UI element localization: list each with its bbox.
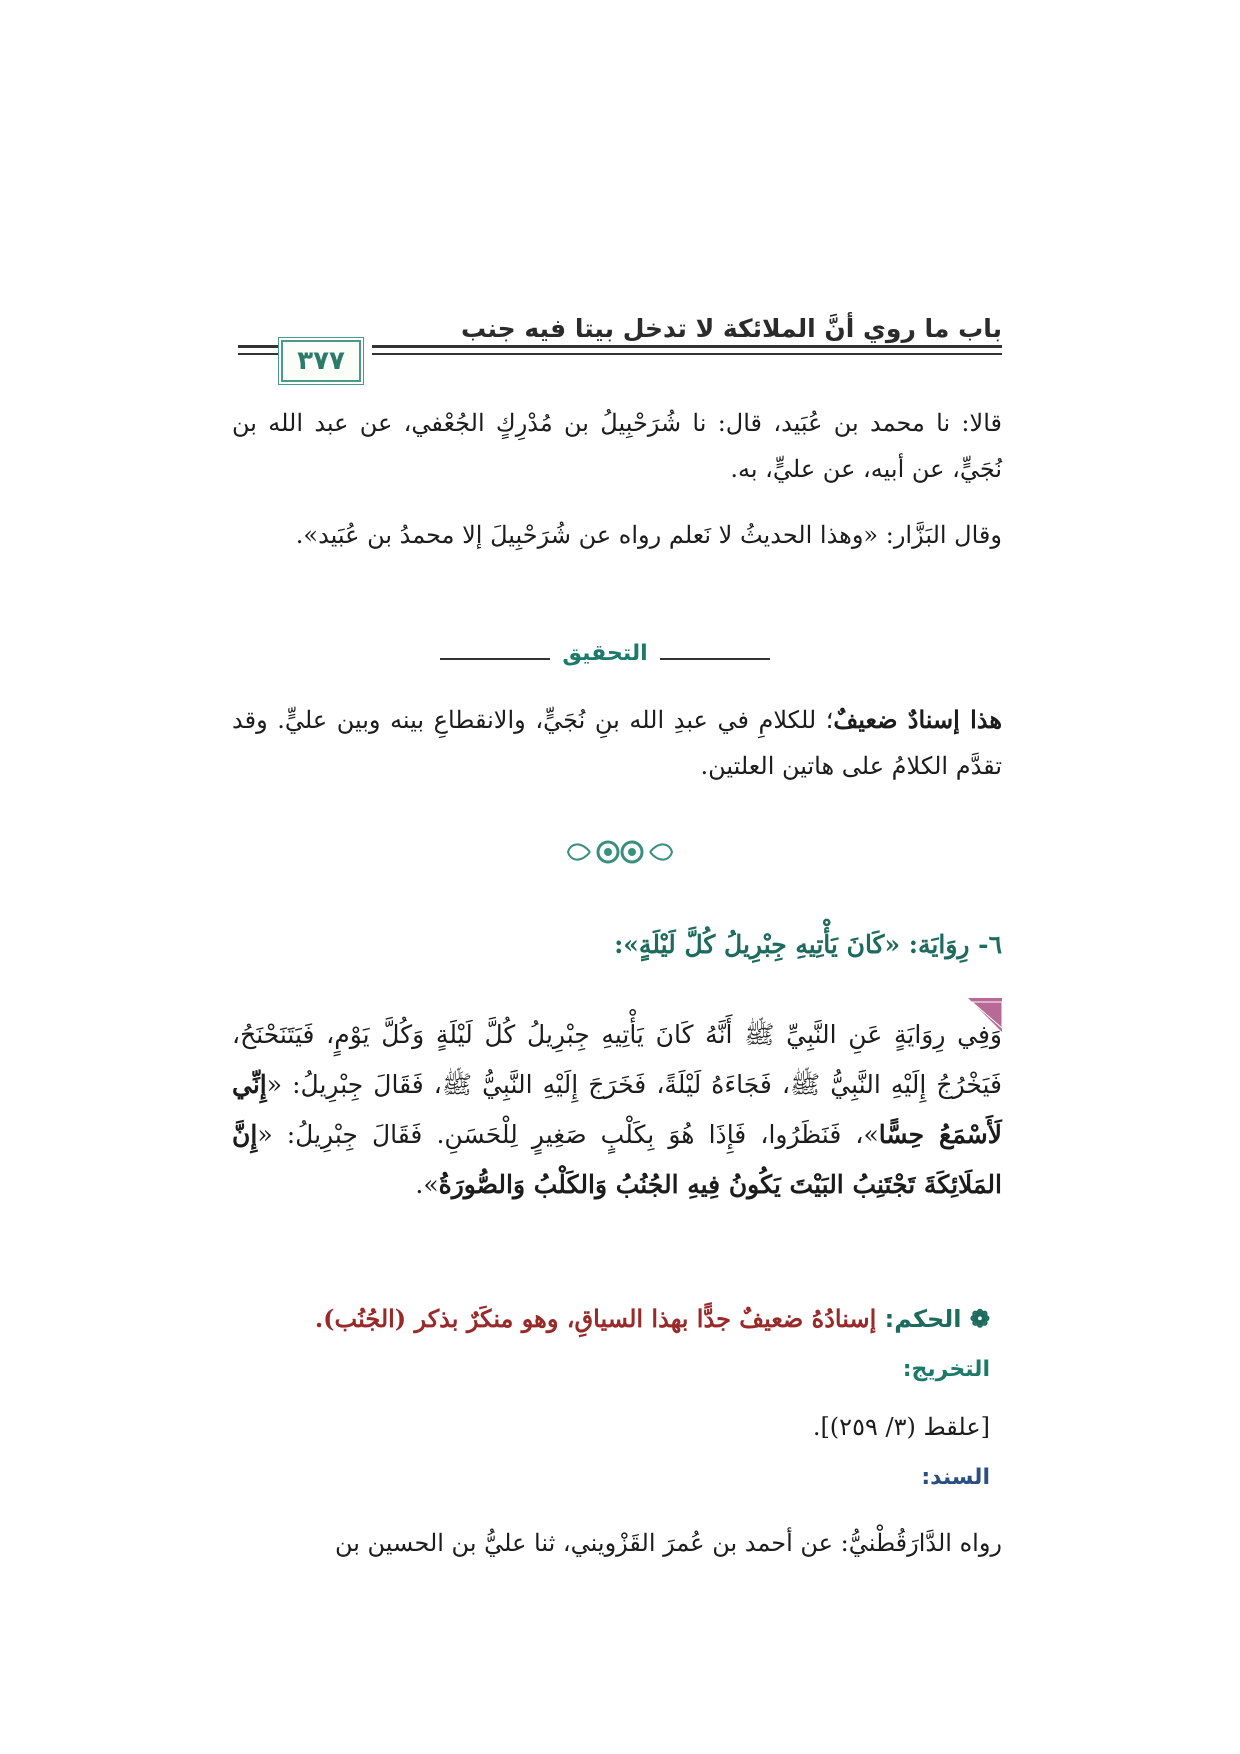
hadith-text-1: وَفِي رِوَايَةٍ عَنِ النَّبِيِّ ﷺ أَنَّهُ كَانَ يَأْتِيهِ جِبْرِيلُ كُلَّ لَيْلَةٍ وَكُلَّ يَوْمٍ، فَيَتَنَحْنَحُ، فَيَخْرُجُ إِلَيْهِ النَّبِيُّ ﷺ، فَجَاءَهُ لَيْلَةً، فَخَرَجَ إِلَيْهِ النَّبِيُّ ﷺ، فَقَالَ جِبْرِيلُ: « [232, 1020, 1002, 1099]
takhrij-label: التخريج: [902, 1357, 990, 1382]
section-ornament-icon [560, 832, 680, 872]
hukm-line [315, 1304, 990, 1333]
hukm-value: إسنادُهُ ضعيفٌ جدًّا بهذا السياقِ، وهو منكَرٌ بذكر (الجُنُب). [314, 1304, 877, 1333]
takhrij-reference: [علقط (٣/ ٢٥٩)]. [812, 1413, 990, 1441]
page-number-badge: ٣٧٧ [281, 340, 361, 382]
tahqiq-label: التحقيق [550, 641, 660, 666]
header-rule-top [372, 345, 1002, 348]
hadith-text-2: »، فَنَظَرُوا، فَإِذَا هُوَ بِكَلْبٍ صَغِيرٍ لِلْحَسَنِ. فَقَالَ جِبْرِيلُ: « [257, 1120, 879, 1149]
tahqiq-rest: ؛ للكلامِ في عبدِ الله بنِ نُجَيٍّ، والانقطاعِ بينه وبين عليٍّ. وقد تقدَّم الكلامُ على هاتين العلتين. [232, 706, 1002, 780]
hadith-quote-1: إِنِّي لَأَسْمَعُ حِسًّا [232, 1070, 1002, 1149]
hadith-text-3: ». [415, 1170, 439, 1199]
header-rule-left-bottom [238, 353, 278, 355]
tahqiq-lead: هذا إسنادٌ ضعيفٌ [833, 705, 1002, 734]
header-rule-left-top [238, 345, 278, 348]
paragraph-chain: قالا: نا محمد بن عُبَيد، قال: نا شُرَحْبِيلُ بن مُدْرِكٍ الجُعْفي، عن عبد الله بن نُجَيٍّ، عن أبيه، عن عليٍّ، به. [232, 409, 1002, 483]
tahqiq-paragraph [232, 697, 1002, 789]
divider-line-left [440, 658, 550, 660]
hukm-label: الحكم: [884, 1305, 962, 1333]
section-title: ٦- رِوَايَة: «كَانَ يَأْتِيهِ جِبْرِيلُ كُلَّ لَيْلَةٍ»: [614, 930, 1002, 959]
header-rule-bottom [372, 353, 1002, 355]
divider-line-right [660, 658, 770, 660]
tahqiq-divider [440, 641, 770, 674]
paragraph-bazzar: وقال البَزَّار: «وهذا الحديثُ لا نَعلم رواه عن شُرَحْبِيلَ إلا محمدُ بن عُبَيد». [295, 521, 1002, 549]
hadith-body [232, 1010, 1002, 1210]
running-title: باب ما روي أنَّ الملائكة لا تدخل بيتا فيه جنب [460, 314, 1002, 343]
sanad-label: السند: [921, 1465, 990, 1490]
hadith-quote-2: إِنَّ المَلَائِكَةَ تَجْتَنِبُ البَيْتَ يَكُونُ فِيهِ الجُنُبُ وَالكَلْبُ وَالصُّورَةُ [232, 1120, 1002, 1199]
sanad-text: رواه الدَّارَقُطْنيُّ: عن أحمد بن عُمرَ القَزْويني، ثنا عليُّ بن الحسين بن [334, 1529, 1002, 1557]
hukm-flower-icon: ❁ [961, 1304, 990, 1333]
